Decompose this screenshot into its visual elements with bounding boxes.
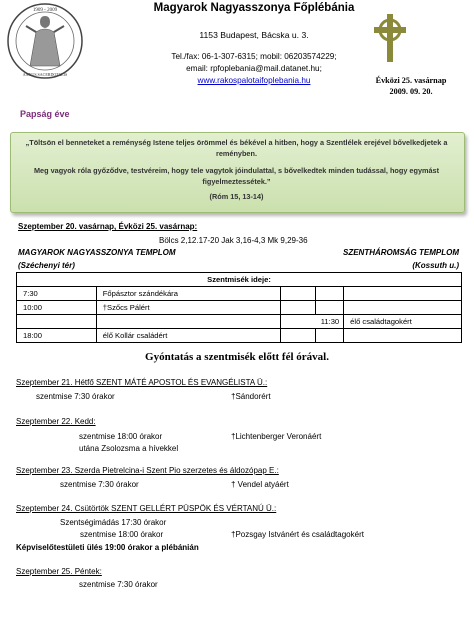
table-row — [17, 301, 462, 315]
church-email: email: rpfoplebania@mail.datanet.hu; — [186, 64, 322, 73]
table-row — [17, 329, 462, 343]
mass-intention: Főpásztor szándékára — [96, 287, 281, 301]
location-right: SZENTHÁROMSÁG TEMPLOM — [343, 248, 459, 257]
weekday-mass-time: szentmise 18:00 órakor — [79, 432, 163, 441]
weekday-heading: Szeptember 25. Péntek: — [16, 567, 102, 576]
mass-spacer — [281, 301, 316, 315]
mass-time-2 — [316, 329, 344, 343]
mass-table-header-row — [17, 273, 462, 287]
church-phone: Tel./fax: 06-1-307-6315; mobil: 06203574229; — [171, 52, 337, 61]
mass-intention: †Szőcs Pálért — [96, 301, 281, 315]
church-website-link[interactable]: www.rakospalotaifoplebania.hu — [197, 76, 311, 85]
quote-reference: (Róm 15, 13-14) — [209, 192, 264, 201]
bulletin-date: 2009. 09. 20. — [389, 87, 433, 96]
mass-intention-2: élő családtagokért — [344, 315, 462, 329]
table-row — [17, 315, 462, 329]
mass-spacer — [281, 329, 316, 343]
weekday-intention: †Sándorért — [231, 392, 271, 401]
weekday-mass-time: szentmise 7:30 órakor — [60, 480, 139, 489]
mass-intention-2 — [344, 287, 462, 301]
liturgical-sunday: Évközi 25. vasárnap — [375, 76, 447, 85]
mass-intention-2 — [344, 329, 462, 343]
weekday-intention: †Lichtenberger Veronáért — [231, 432, 322, 441]
weekday-mass-time: szentmise 18:00 órakor — [80, 530, 164, 539]
weekday-intention: †Pozsgay Istvánért és családtagokért — [231, 530, 364, 539]
mass-intention: élő Kollár családért — [96, 329, 281, 343]
square-left: (Széchenyi tér) — [18, 261, 75, 270]
mass-time-2: 11:30 — [281, 315, 344, 329]
mass-table-title: Szentmisék ideje: — [17, 273, 462, 287]
square-right: (Kossuth u.) — [412, 261, 459, 270]
weekday-note: utána Zsolozsma a hívekkel — [79, 444, 179, 453]
mass-time: 18:00 — [17, 329, 97, 343]
weekday-adoration: Szentségimádás 17:30 órakor — [60, 518, 167, 527]
mass-spacer — [281, 287, 316, 301]
sunday-readings: Bölcs 2,12.17-20 Jak 3,16-4,3 Mk 9,29-36 — [159, 236, 308, 245]
quote-line-1: „Töltsön el benneteket a reménység Istene teljes örömmel és békével a hitben, hogy a Szentlélek erejével bővelkedjetek a reményben. — [25, 138, 448, 158]
mass-schedule-table — [16, 272, 462, 343]
weekday-mass-time: szentmise 7:30 órakor — [36, 392, 115, 401]
weekday-intention: † Vendel atyáért — [231, 480, 289, 489]
mass-time: 7:30 — [17, 287, 97, 301]
sunday-heading: Szeptember 20. vasárnap, Évközi 25. vasárnap: — [18, 222, 198, 231]
weekday-heading: Szeptember 21. Hétfő SZENT MÁTÉ APOSTOL ÉS EVANGÉLISTA Ü.: — [16, 378, 268, 387]
location-left: MAGYAROK NAGYASSZONYA TEMPLOM — [18, 248, 176, 257]
year-label: Papság éve — [20, 109, 70, 119]
council-meeting-notice: Képviselőtestületi ülés 19:00 órakor a plébánián — [16, 543, 199, 552]
weekday-heading: Szeptember 22. Kedd: — [16, 417, 96, 426]
mass-time-2 — [316, 301, 344, 315]
mass-time — [17, 315, 97, 329]
weekday-heading: Szeptember 24. Csütörtök SZENT GELLÉRT PÜSPÖK ÉS VÉRTANÚ Ü.: — [16, 504, 277, 513]
confession-notice: Gyóntatás a szentmisék előtt fél órával. — [145, 351, 329, 363]
parish-seal-logo — [6, 2, 84, 80]
weekday-mass-time: szentmise 7:30 órakor — [79, 580, 158, 589]
svg-text:1909 - 2009: 1909 - 2009 — [32, 8, 58, 13]
church-title: Magyarok Nagyasszonya Főplébánia — [153, 2, 355, 14]
mass-time: 10:00 — [17, 301, 97, 315]
svg-text:ANNUS SACERDOTALIS: ANNUS SACERDOTALIS — [22, 72, 68, 77]
weekday-heading: Szeptember 23. Szerda Pietrelcina-i Szent Pio szerzetes és áldozópap E.: — [16, 466, 279, 475]
table-row — [17, 287, 462, 301]
quote-line-2: Meg vagyok róla győződve, testvéreim, hogy tele vagytok jóindulattal, s bővelkedtek minden tudással, hogy egymást figyelmeztessétek.” — [33, 166, 440, 186]
mass-time-2 — [316, 287, 344, 301]
mass-intention — [96, 315, 281, 329]
church-address: 1153 Budapest, Bácska u. 3. — [199, 30, 309, 40]
mass-intention-2 — [344, 301, 462, 315]
